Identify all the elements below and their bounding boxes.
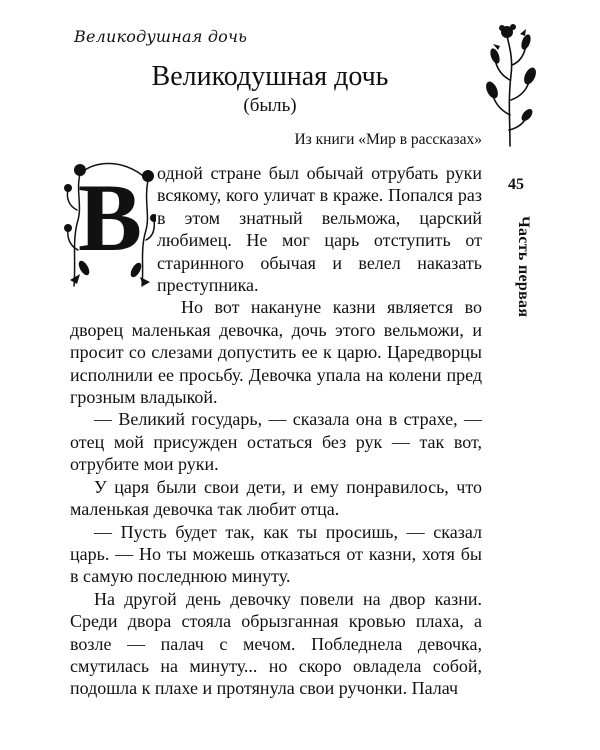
page-title: Великодушная дочь	[151, 61, 389, 92]
article-body	[70, 162, 482, 700]
paragraph: Но вот накануне казни является во дворец маленькая девочка, дочь этого вельможи, и просит со слезами допустить ее к царю. Царедворцы исполнили ее просьбу. Девочка упала на колени пред грозным владыкой.	[70, 297, 482, 408]
paragraph: — Пусть будет так, как ты просишь, — сказал царь. — Но ты можешь отказаться от казни, хотя бы в самую последнюю минуту.	[70, 521, 482, 587]
paragraph: На другой день девочку повели на двор казни. Среди двора стояла обрызганная кровью плаха, а возле — палач с мечом. Побледнела девочка, смутилась на минуту... но скоро овладела собой, подошла к плахе и протянула свои ручонки. Палач	[70, 588, 482, 699]
paragraph: — Великий государь, — сказала она в страхе, — отец мой присужден остаться без рук — так вот, отрубите мои руки.	[70, 409, 482, 475]
part-label: Часть первая	[515, 216, 532, 318]
paragraph: одной стране был обычай отрубать руки всякому, кого уличат в краже. Попался раз в этом знатный вельможа, царский любимец. Не мог царь отступить от старинного обычая и велел наказать преступника.	[157, 163, 482, 296]
drop-cap-letter: В	[77, 164, 143, 271]
page-subtitle: (быль)	[243, 95, 297, 116]
floral-ornament-icon	[480, 20, 540, 148]
paragraph: У царя были свои дети, и ему понравилось, что маленькая девочка так любит отца.	[70, 476, 482, 520]
page-number: 45	[508, 176, 524, 193]
source-note: Из книги «Мир в рассказах»	[294, 131, 482, 148]
running-head: Великодушная дочь	[74, 27, 248, 46]
